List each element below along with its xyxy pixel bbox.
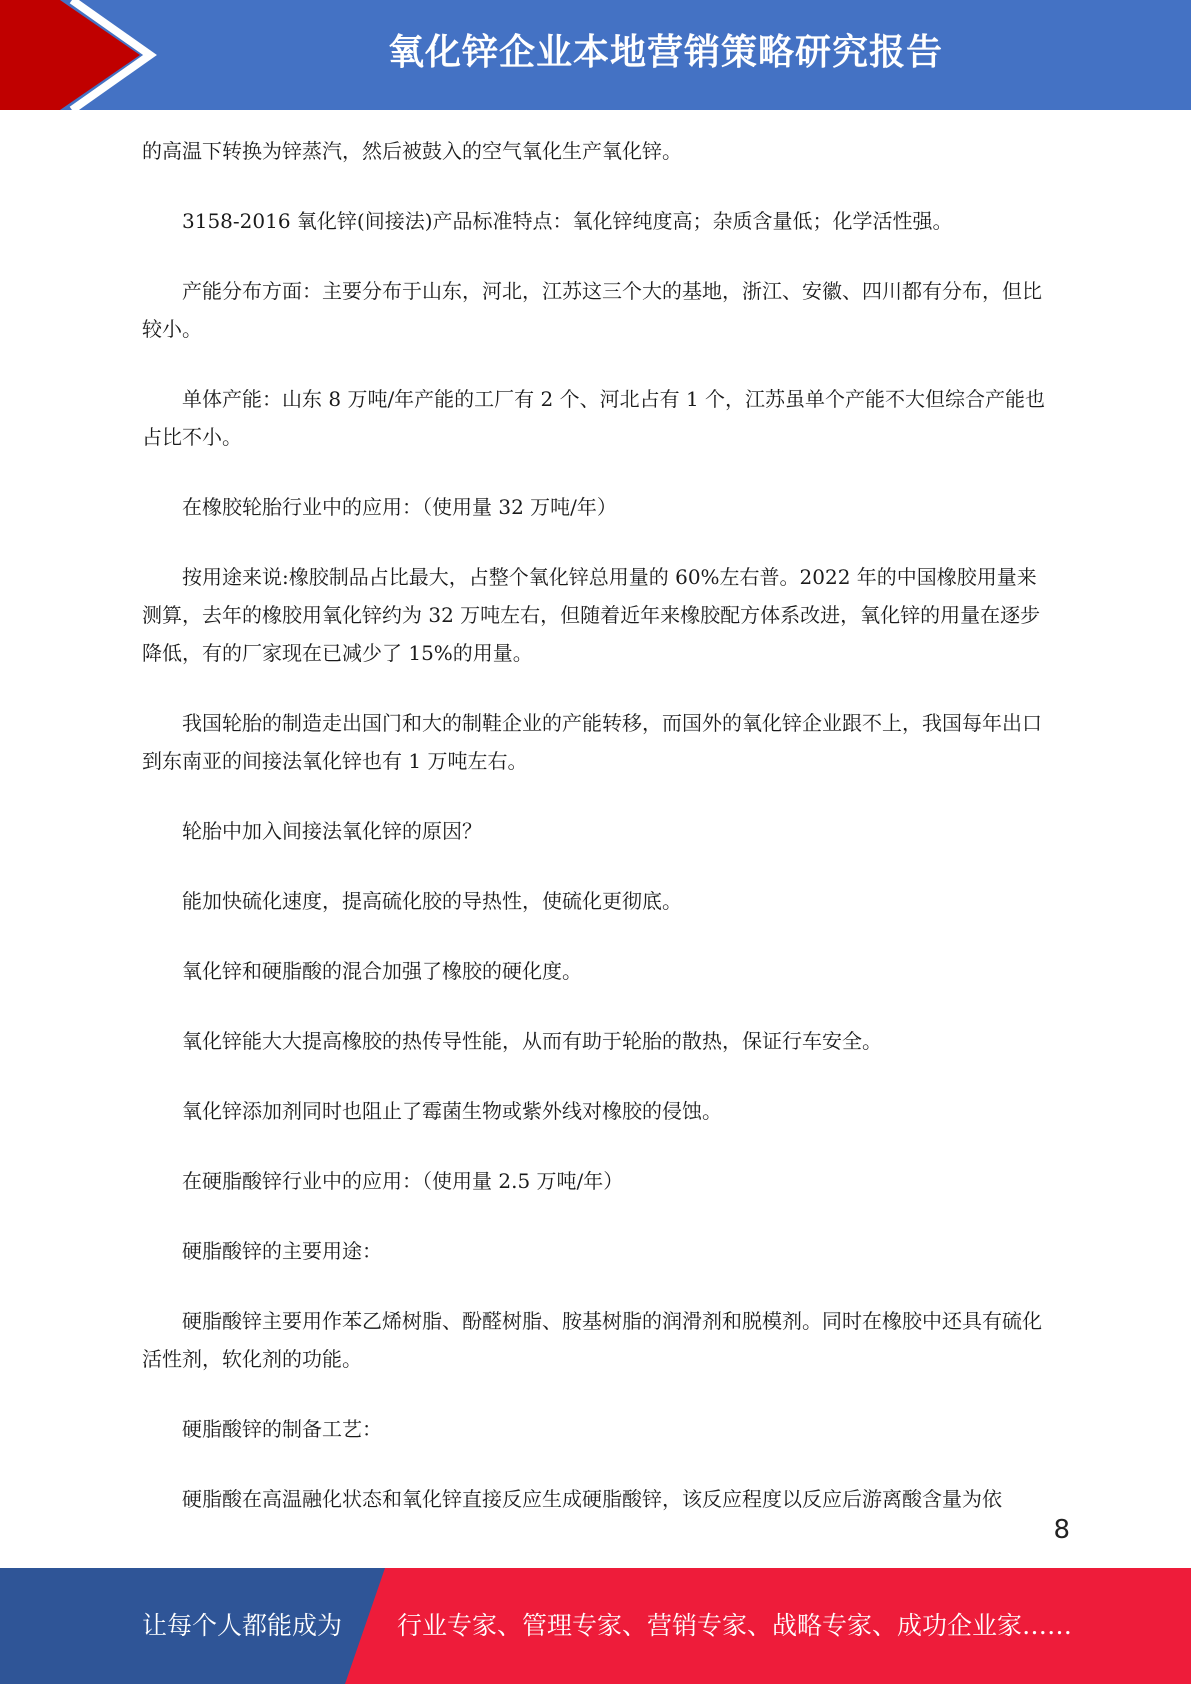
body-paragraph: 氧化锌和硬脂酸的混合加强了橡胶的硬化度。 bbox=[182, 959, 582, 983]
body-paragraph: 的高温下转换为锌蒸汽，然后被鼓入的空气氧化生产氧化锌。 bbox=[142, 139, 682, 163]
body-paragraph: 硬脂酸锌的制备工艺： bbox=[182, 1417, 382, 1441]
body-paragraph: 3158-2016 氧化锌(间接法)产品标准特点：氧化锌纯度高；杂质含量低；化学活性强。 bbox=[182, 209, 953, 233]
header-red-arrow bbox=[0, 0, 140, 110]
page-footer bbox=[0, 1568, 1191, 1684]
body-paragraph: 氧化锌添加剂同时也阻止了霉菌生物或紫外线对橡胶的侵蚀。 bbox=[182, 1099, 722, 1123]
body-paragraph: 单体产能：山东 8 万吨/年产能的工厂有 2 个、河北占有 1 个，江苏虽单个产能不大但综合产能也占比不小。 bbox=[142, 387, 1046, 449]
body-paragraph: 按用途来说:橡胶制品占比最大，占整个氧化锌总用量的 60%左右普。2022 年的中国橡胶用量来测算，去年的橡胶用氧化锌约为 32 万吨左右，但随着近年来橡胶配方体系改进，氧化锌的用量在逐步降低，有的厂家现在已减少了 15%的用量。 bbox=[142, 565, 1041, 665]
report-title: 氧化锌企业本地营销策略研究报告 bbox=[387, 32, 943, 73]
body-paragraph: 产能分布方面：主要分布于山东，河北，江苏这三个大的基地，浙江、安徽、四川都有分布，但比较小。 bbox=[142, 279, 1042, 341]
footer-slogan-right: 行业专家、管理专家、营销专家、战略专家、成功企业家…… bbox=[397, 1611, 1073, 1640]
body-paragraph: 我国轮胎的制造走出国门和大的制鞋企业的产能转移，而国外的氧化锌企业跟不上，我国每年出口到东南亚的间接法氧化锌也有 1 万吨左右。 bbox=[142, 711, 1042, 773]
document-body bbox=[142, 132, 1050, 1550]
page-number: 8 bbox=[1053, 1515, 1070, 1545]
body-paragraph: 氧化锌能大大提高橡胶的热传导性能，从而有助于轮胎的散热，保证行车安全。 bbox=[182, 1029, 882, 1053]
body-paragraph: 能加快硫化速度，提高硫化胶的导热性，使硫化更彻底。 bbox=[182, 889, 682, 913]
page-header bbox=[0, 0, 1191, 110]
body-paragraph: 硬脂酸锌主要用作苯乙烯树脂、酚醛树脂、胺基树脂的润滑剂和脱模剂。同时在橡胶中还具有硫化活性剂，软化剂的功能。 bbox=[142, 1309, 1042, 1371]
body-paragraph: 硬脂酸锌的主要用途： bbox=[182, 1239, 382, 1263]
footer-slogan-left: 让每个人都能成为 bbox=[142, 1611, 343, 1640]
body-paragraph: 在硬脂酸锌行业中的应用：（使用量 2.5 万吨/年） bbox=[182, 1169, 624, 1193]
body-paragraph: 轮胎中加入间接法氧化锌的原因？ bbox=[182, 819, 482, 843]
body-paragraph: 在橡胶轮胎行业中的应用：（使用量 32 万吨/年） bbox=[182, 495, 617, 519]
body-paragraph: 硬脂酸在高温融化状态和氧化锌直接反应生成硬脂酸锌，该反应程度以反应后游离酸含量为依 bbox=[182, 1487, 1002, 1511]
